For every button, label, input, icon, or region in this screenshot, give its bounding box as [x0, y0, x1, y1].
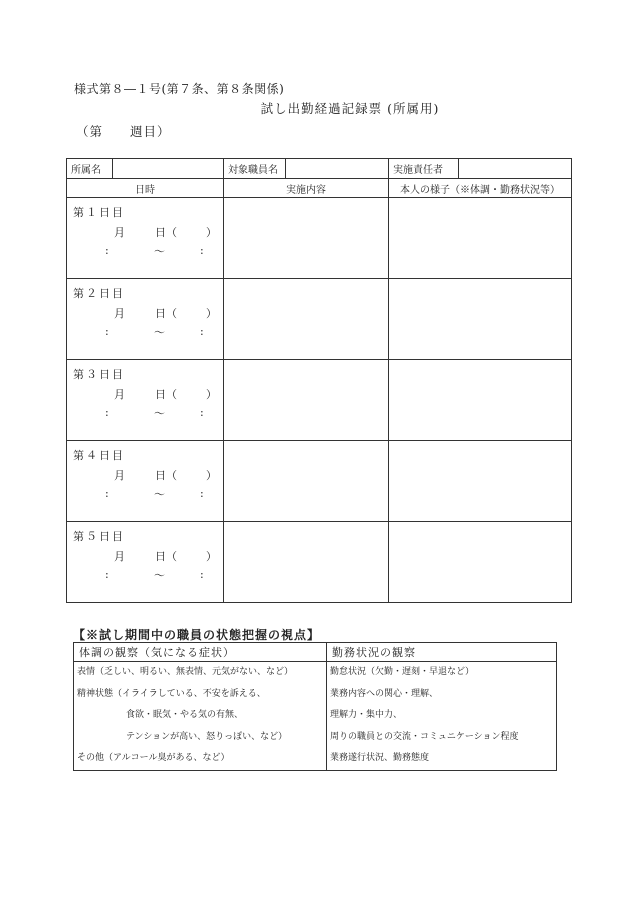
day-row — [67, 360, 572, 441]
tilde: 〜 — [154, 326, 165, 339]
work-item: 周りの職員との交流・コミュニケーション程度 — [330, 731, 519, 742]
physical-item: その他（アルコール臭がある、など） — [77, 753, 230, 763]
day-open-label: 日（ — [155, 388, 177, 401]
day-condition-cell[interactable] — [389, 522, 572, 603]
tilde: 〜 — [154, 407, 165, 420]
physical-item: 表情（乏しい、明るい、無表情、元気がない、など） — [77, 667, 294, 677]
work-item: 業務内容への関心・理解、 — [330, 688, 439, 699]
observation-table — [73, 642, 557, 771]
responsible-field[interactable] — [459, 159, 572, 179]
day-content-cell[interactable] — [224, 441, 389, 522]
day-condition-cell[interactable] — [389, 198, 572, 279]
tilde: 〜 — [154, 245, 165, 258]
tilde: 〜 — [154, 569, 165, 582]
start-time-colon: : — [105, 325, 109, 338]
affiliation-label: 所属名 — [67, 159, 113, 179]
day-datetime-cell[interactable] — [67, 522, 224, 603]
physical-list — [74, 662, 327, 771]
day-content-cell[interactable] — [224, 522, 389, 603]
day-label: 第５日目 — [73, 530, 125, 543]
work-list — [327, 662, 557, 771]
page-title: 試し出勤経過記録票 (所属用) — [260, 101, 440, 116]
datetime-header: 日時 — [67, 179, 224, 198]
header-row — [67, 159, 572, 179]
end-time-colon: : — [200, 406, 204, 419]
paren-close: ） — [206, 388, 217, 401]
physical-item: 食欲・眠気・やる気の有無、 — [126, 710, 244, 720]
start-time-colon: : — [105, 487, 109, 500]
observation-body-row — [74, 662, 557, 771]
attendance-record-table — [66, 158, 572, 603]
work-item: 理解力・集中力、 — [330, 710, 403, 720]
day-datetime-cell[interactable] — [67, 441, 224, 522]
responsible-label: 実施責任者 — [389, 159, 459, 179]
form-number: 様式第８―１号(第７条、第８条関係) — [74, 82, 285, 96]
paren-close: ） — [206, 550, 217, 563]
work-item: 勤怠状況（欠勤・遅刻・早退など） — [330, 667, 475, 677]
target-staff-field[interactable] — [286, 159, 389, 179]
target-staff-label: 対象職員名 — [224, 159, 286, 179]
day-row — [67, 279, 572, 360]
physical-item: テンションが高い、怒りっぽい、など） — [126, 731, 288, 742]
day-datetime-cell[interactable] — [67, 198, 224, 279]
day-open-label: 日（ — [155, 550, 177, 563]
day-open-label: 日（ — [155, 469, 177, 482]
day-datetime-cell[interactable] — [67, 279, 224, 360]
end-time-colon: : — [200, 568, 204, 581]
month-label: 月 — [114, 226, 125, 239]
day-open-label: 日（ — [155, 226, 177, 239]
start-time-colon: : — [105, 406, 109, 419]
day-content-cell[interactable] — [224, 279, 389, 360]
day-label: 第１日目 — [73, 206, 125, 219]
paren-close: ） — [206, 469, 217, 482]
affiliation-field[interactable] — [113, 159, 224, 179]
day-row — [67, 522, 572, 603]
start-time-colon: : — [105, 244, 109, 257]
day-label: 第４日目 — [73, 449, 125, 462]
work-item: 業務遂行状況、勤務態度 — [330, 753, 430, 763]
paren-close: ） — [206, 226, 217, 239]
month-label: 月 — [114, 550, 125, 563]
day-datetime-cell[interactable] — [67, 360, 224, 441]
work-header: 勤務状況の観察 — [327, 643, 557, 662]
day-label: 第３日目 — [73, 368, 125, 381]
month-label: 月 — [114, 469, 125, 482]
day-label: 第２日目 — [73, 287, 125, 300]
observation-title: 【※試し期間中の職員の状態把握の視点】 — [73, 628, 321, 642]
end-time-colon: : — [200, 487, 204, 500]
start-time-colon: : — [105, 568, 109, 581]
month-label: 月 — [114, 388, 125, 401]
day-open-label: 日（ — [155, 307, 177, 320]
day-content-cell[interactable] — [224, 360, 389, 441]
day-condition-cell[interactable] — [389, 441, 572, 522]
paren-close: ） — [206, 307, 217, 320]
end-time-colon: : — [200, 244, 204, 257]
condition-header: 本人の様子（※体調・勤務状況等） — [389, 179, 572, 198]
content-header: 実施内容 — [224, 179, 389, 198]
day-condition-cell[interactable] — [389, 279, 572, 360]
month-label: 月 — [114, 307, 125, 320]
observation-header-row — [74, 643, 557, 662]
column-header-row — [67, 179, 572, 198]
physical-item: 精神状態（イライラしている、不安を訴える、 — [77, 688, 266, 699]
week-label: （第 週目） — [76, 124, 171, 139]
tilde: 〜 — [154, 488, 165, 501]
day-row — [67, 198, 572, 279]
physical-header: 体調の観察（気になる症状） — [74, 643, 327, 662]
end-time-colon: : — [200, 325, 204, 338]
day-content-cell[interactable] — [224, 198, 389, 279]
day-row — [67, 441, 572, 522]
day-condition-cell[interactable] — [389, 360, 572, 441]
